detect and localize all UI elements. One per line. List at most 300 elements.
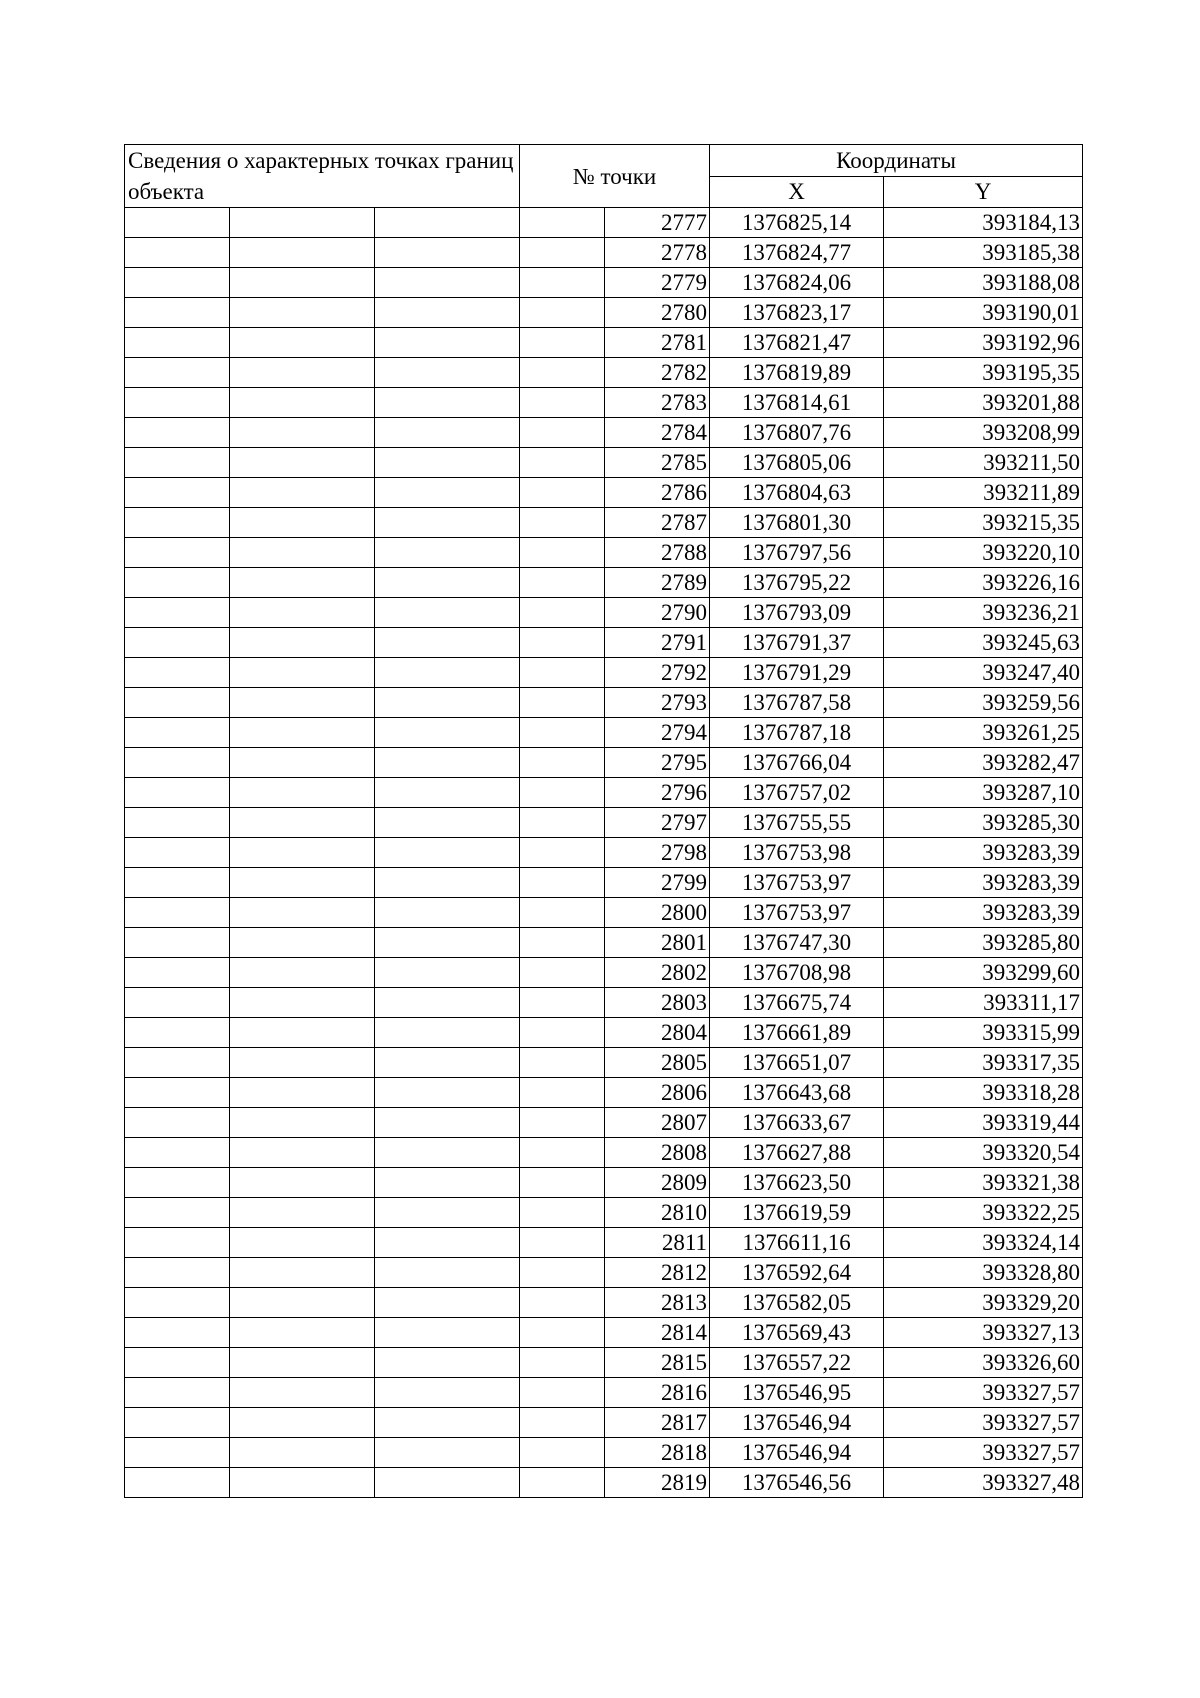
empty-cell [520,778,605,808]
empty-cell [520,1018,605,1048]
empty-cell [230,1468,375,1498]
empty-cell [520,1318,605,1348]
y-coordinate-cell: 393215,35 [884,508,1083,538]
y-coordinate-cell: 393190,01 [884,298,1083,328]
empty-cell [125,778,230,808]
y-coordinate-cell: 393327,57 [884,1378,1083,1408]
table-body [125,208,1083,1498]
x-coordinate-cell: 1376804,63 [710,478,884,508]
table-row [125,268,1083,298]
y-coordinate-cell: 393211,89 [884,478,1083,508]
empty-cell [230,418,375,448]
empty-cell [520,538,605,568]
x-coordinate-cell: 1376675,74 [710,988,884,1018]
empty-cell [375,1198,520,1228]
y-coordinate-cell: 393283,39 [884,838,1083,868]
table-row [125,628,1083,658]
empty-cell [125,688,230,718]
empty-cell [230,868,375,898]
empty-cell [125,1408,230,1438]
empty-cell [230,1198,375,1228]
point-number-cell: 2784 [605,418,710,448]
point-number-cell: 2809 [605,1168,710,1198]
table-row [125,298,1083,328]
empty-cell [375,598,520,628]
empty-cell [230,808,375,838]
empty-cell [520,808,605,838]
point-number-cell: 2803 [605,988,710,1018]
empty-cell [125,718,230,748]
empty-cell [230,208,375,238]
table-row [125,688,1083,718]
table-row [125,718,1083,748]
point-number-cell: 2806 [605,1078,710,1108]
point-number-cell: 2795 [605,748,710,778]
x-coordinate-cell: 1376766,04 [710,748,884,778]
empty-cell [230,1438,375,1468]
y-coordinate-cell: 393321,38 [884,1168,1083,1198]
empty-cell [230,988,375,1018]
empty-cell [520,598,605,628]
coordinates-header: Координаты [710,145,1083,177]
point-number-cell: 2816 [605,1378,710,1408]
x-coordinate-cell: 1376708,98 [710,958,884,988]
y-coordinate-cell: 393320,54 [884,1138,1083,1168]
empty-cell [375,688,520,718]
empty-cell [375,268,520,298]
table-row [125,1348,1083,1378]
empty-cell [230,538,375,568]
y-coordinate-cell: 393208,99 [884,418,1083,448]
empty-cell [375,988,520,1018]
empty-cell [520,478,605,508]
empty-cell [520,448,605,478]
y-coordinate-cell: 393327,48 [884,1468,1083,1498]
table-row [125,1438,1083,1468]
empty-cell [520,1348,605,1378]
empty-cell [520,328,605,358]
point-number-cell: 2786 [605,478,710,508]
point-number-cell: 2790 [605,598,710,628]
point-number-cell: 2778 [605,238,710,268]
point-number-cell: 2798 [605,838,710,868]
empty-cell [520,928,605,958]
point-number-cell: 2796 [605,778,710,808]
empty-cell [520,1168,605,1198]
empty-cell [125,418,230,448]
empty-cell [520,1378,605,1408]
empty-cell [230,628,375,658]
empty-cell [125,658,230,688]
empty-cell [125,838,230,868]
y-coordinate-cell: 393283,39 [884,898,1083,928]
empty-cell [230,928,375,958]
x-coordinate-cell: 1376801,30 [710,508,884,538]
x-coordinate-cell: 1376569,43 [710,1318,884,1348]
point-number-cell: 2818 [605,1438,710,1468]
x-coordinate-cell: 1376643,68 [710,1078,884,1108]
empty-cell [375,748,520,778]
y-coordinate-cell: 393211,50 [884,448,1083,478]
table-header [125,145,1083,208]
empty-cell [230,1168,375,1198]
y-coordinate-cell: 393195,35 [884,358,1083,388]
point-number-cell: 2815 [605,1348,710,1378]
empty-cell [230,1318,375,1348]
y-coordinate-cell: 393283,39 [884,868,1083,898]
empty-cell [375,1078,520,1108]
table-row [125,448,1083,478]
point-number-cell: 2799 [605,868,710,898]
y-coordinate-cell: 393327,13 [884,1318,1083,1348]
y-coordinate-cell: 393245,63 [884,628,1083,658]
empty-cell [230,448,375,478]
empty-cell [375,298,520,328]
table-row [125,778,1083,808]
empty-cell [520,748,605,778]
empty-cell [230,328,375,358]
point-number-cell: 2782 [605,358,710,388]
empty-cell [125,1228,230,1258]
table-row [125,1378,1083,1408]
empty-cell [375,928,520,958]
empty-cell [125,238,230,268]
point-number-cell: 2791 [605,628,710,658]
empty-cell [520,418,605,448]
empty-cell [375,1288,520,1318]
table-row [125,1018,1083,1048]
empty-cell [230,358,375,388]
empty-cell [520,628,605,658]
x-coordinate-cell: 1376824,06 [710,268,884,298]
empty-cell [125,448,230,478]
y-coordinate-cell: 393188,08 [884,268,1083,298]
empty-cell [520,1108,605,1138]
empty-cell [520,298,605,328]
empty-cell [230,958,375,988]
empty-cell [375,1348,520,1378]
table-row [125,538,1083,568]
empty-cell [230,598,375,628]
empty-cell [375,808,520,838]
y-coordinate-cell: 393324,14 [884,1228,1083,1258]
table-row [125,928,1083,958]
point-number-cell: 2817 [605,1408,710,1438]
empty-cell [520,688,605,718]
point-number-cell: 2814 [605,1318,710,1348]
empty-cell [520,1138,605,1168]
table-row [125,958,1083,988]
empty-cell [230,1048,375,1078]
empty-cell [375,1168,520,1198]
point-number-header: № точки [520,145,710,208]
empty-cell [520,1048,605,1078]
empty-cell [520,208,605,238]
x-coordinate-cell: 1376633,67 [710,1108,884,1138]
y-coordinate-cell: 393220,10 [884,538,1083,568]
table-row [125,358,1083,388]
x-coordinate-cell: 1376793,09 [710,598,884,628]
y-coordinate-cell: 393329,20 [884,1288,1083,1318]
empty-cell [125,1468,230,1498]
y-coordinate-cell: 393285,80 [884,928,1083,958]
x-coordinate-cell: 1376795,22 [710,568,884,598]
empty-cell [230,1408,375,1438]
empty-cell [375,778,520,808]
empty-cell [125,628,230,658]
y-coordinate-cell: 393322,25 [884,1198,1083,1228]
table-row [125,1168,1083,1198]
empty-cell [125,1048,230,1078]
x-coordinate-cell: 1376814,61 [710,388,884,418]
x-coordinate-cell: 1376546,94 [710,1408,884,1438]
x-coordinate-cell: 1376755,55 [710,808,884,838]
info-title-cell: Сведения о характерных точках границ объекта [125,145,520,208]
empty-cell [230,1288,375,1318]
table-row [125,1258,1083,1288]
empty-cell [375,1258,520,1288]
point-number-cell: 2813 [605,1288,710,1318]
empty-cell [230,658,375,688]
x-coordinate-cell: 1376757,02 [710,778,884,808]
empty-cell [230,1258,375,1288]
point-number-cell: 2794 [605,718,710,748]
y-coordinate-cell: 393192,96 [884,328,1083,358]
empty-cell [125,898,230,928]
empty-cell [520,988,605,1018]
empty-cell [520,868,605,898]
empty-cell [520,1228,605,1258]
empty-cell [125,268,230,298]
y-coordinate-cell: 393299,60 [884,958,1083,988]
empty-cell [520,508,605,538]
table-row [125,1228,1083,1258]
point-number-cell: 2783 [605,388,710,418]
y-coordinate-cell: 393247,40 [884,658,1083,688]
empty-cell [375,328,520,358]
empty-cell [125,1108,230,1138]
empty-cell [375,658,520,688]
table-row [125,208,1083,238]
table-row [125,328,1083,358]
empty-cell [375,358,520,388]
empty-cell [520,718,605,748]
empty-cell [375,1318,520,1348]
empty-cell [125,1258,230,1288]
y-coordinate-cell: 393285,30 [884,808,1083,838]
empty-cell [375,568,520,598]
empty-cell [375,898,520,928]
point-number-cell: 2805 [605,1048,710,1078]
empty-cell [375,1408,520,1438]
y-coordinate-cell: 393226,16 [884,568,1083,598]
table-row [125,868,1083,898]
x-coordinate-cell: 1376807,76 [710,418,884,448]
empty-cell [230,898,375,928]
empty-cell [520,1258,605,1288]
x-coordinate-cell: 1376787,58 [710,688,884,718]
x-coordinate-cell: 1376821,47 [710,328,884,358]
point-number-cell: 2800 [605,898,710,928]
empty-cell [125,598,230,628]
y-coordinate-cell: 393236,21 [884,598,1083,628]
empty-cell [375,958,520,988]
empty-cell [125,868,230,898]
x-header: X [710,176,884,208]
y-coordinate-cell: 393201,88 [884,388,1083,418]
point-number-cell: 2797 [605,808,710,838]
empty-cell [375,238,520,268]
empty-cell [230,238,375,268]
empty-cell [230,718,375,748]
empty-cell [375,448,520,478]
point-number-cell: 2789 [605,568,710,598]
x-coordinate-cell: 1376819,89 [710,358,884,388]
table-row [125,478,1083,508]
empty-cell [125,808,230,838]
empty-cell [125,1378,230,1408]
point-number-cell: 2812 [605,1258,710,1288]
x-coordinate-cell: 1376797,56 [710,538,884,568]
y-coordinate-cell: 393318,28 [884,1078,1083,1108]
empty-cell [375,388,520,418]
table-row [125,418,1083,448]
empty-cell [520,1078,605,1108]
empty-cell [375,538,520,568]
table-row [125,598,1083,628]
empty-cell [230,748,375,778]
x-coordinate-cell: 1376753,98 [710,838,884,868]
empty-cell [375,508,520,538]
coordinates-sheet [124,144,1082,1542]
x-coordinate-cell: 1376753,97 [710,898,884,928]
point-number-cell: 2804 [605,1018,710,1048]
empty-cell [230,388,375,418]
table-row [125,988,1083,1018]
table-row [125,1078,1083,1108]
empty-cell [125,1438,230,1468]
empty-cell [375,1048,520,1078]
table-row [125,808,1083,838]
empty-cell [125,538,230,568]
y-coordinate-cell: 393185,38 [884,238,1083,268]
empty-cell [375,478,520,508]
table-row [125,658,1083,688]
empty-cell [520,568,605,598]
empty-cell [375,1378,520,1408]
x-coordinate-cell: 1376753,97 [710,868,884,898]
empty-cell [520,958,605,988]
empty-cell [375,208,520,238]
point-number-cell: 2788 [605,538,710,568]
empty-cell [125,958,230,988]
empty-cell [520,388,605,418]
y-coordinate-cell: 393327,57 [884,1408,1083,1438]
x-coordinate-cell: 1376823,17 [710,298,884,328]
table-row [125,1048,1083,1078]
x-coordinate-cell: 1376611,16 [710,1228,884,1258]
empty-cell [375,418,520,448]
empty-cell [520,1198,605,1228]
empty-cell [125,1018,230,1048]
x-coordinate-cell: 1376546,94 [710,1438,884,1468]
table-row [125,1138,1083,1168]
empty-cell [375,838,520,868]
table-row [125,1468,1083,1498]
table-row [125,1108,1083,1138]
x-coordinate-cell: 1376787,18 [710,718,884,748]
empty-cell [230,1138,375,1168]
empty-cell [125,1168,230,1198]
y-coordinate-cell: 393319,44 [884,1108,1083,1138]
empty-cell [375,1468,520,1498]
empty-cell [520,1438,605,1468]
x-coordinate-cell: 1376557,22 [710,1348,884,1378]
empty-cell [375,628,520,658]
y-coordinate-cell: 393317,35 [884,1048,1083,1078]
point-number-cell: 2787 [605,508,710,538]
empty-cell [375,718,520,748]
empty-cell [375,1018,520,1048]
y-coordinate-cell: 393327,57 [884,1438,1083,1468]
empty-cell [520,358,605,388]
y-coordinate-cell: 393261,25 [884,718,1083,748]
x-coordinate-cell: 1376825,14 [710,208,884,238]
x-coordinate-cell: 1376661,89 [710,1018,884,1048]
x-coordinate-cell: 1376791,29 [710,658,884,688]
x-coordinate-cell: 1376623,50 [710,1168,884,1198]
table-row [125,1318,1083,1348]
y-coordinate-cell: 393311,17 [884,988,1083,1018]
x-coordinate-cell: 1376791,37 [710,628,884,658]
empty-cell [230,1378,375,1408]
boundary-points-table [124,144,1083,1498]
empty-cell [230,1348,375,1378]
empty-cell [230,1018,375,1048]
empty-cell [125,1348,230,1378]
empty-cell [125,208,230,238]
empty-cell [125,508,230,538]
table-row [125,568,1083,598]
empty-cell [125,568,230,598]
y-header: Y [884,176,1083,208]
empty-cell [125,358,230,388]
empty-cell [520,658,605,688]
point-number-cell: 2810 [605,1198,710,1228]
empty-cell [375,1108,520,1138]
table-row [125,508,1083,538]
empty-cell [230,838,375,868]
table-row [125,748,1083,778]
empty-cell [125,1318,230,1348]
empty-cell [230,688,375,718]
empty-cell [230,478,375,508]
empty-cell [125,1078,230,1108]
point-number-cell: 2802 [605,958,710,988]
point-number-cell: 2777 [605,208,710,238]
empty-cell [520,838,605,868]
y-coordinate-cell: 393287,10 [884,778,1083,808]
empty-cell [520,898,605,928]
empty-cell [230,1078,375,1108]
empty-cell [125,1138,230,1168]
point-number-cell: 2792 [605,658,710,688]
y-coordinate-cell: 393315,99 [884,1018,1083,1048]
empty-cell [230,568,375,598]
empty-cell [520,268,605,298]
point-number-cell: 2808 [605,1138,710,1168]
empty-cell [230,1108,375,1138]
